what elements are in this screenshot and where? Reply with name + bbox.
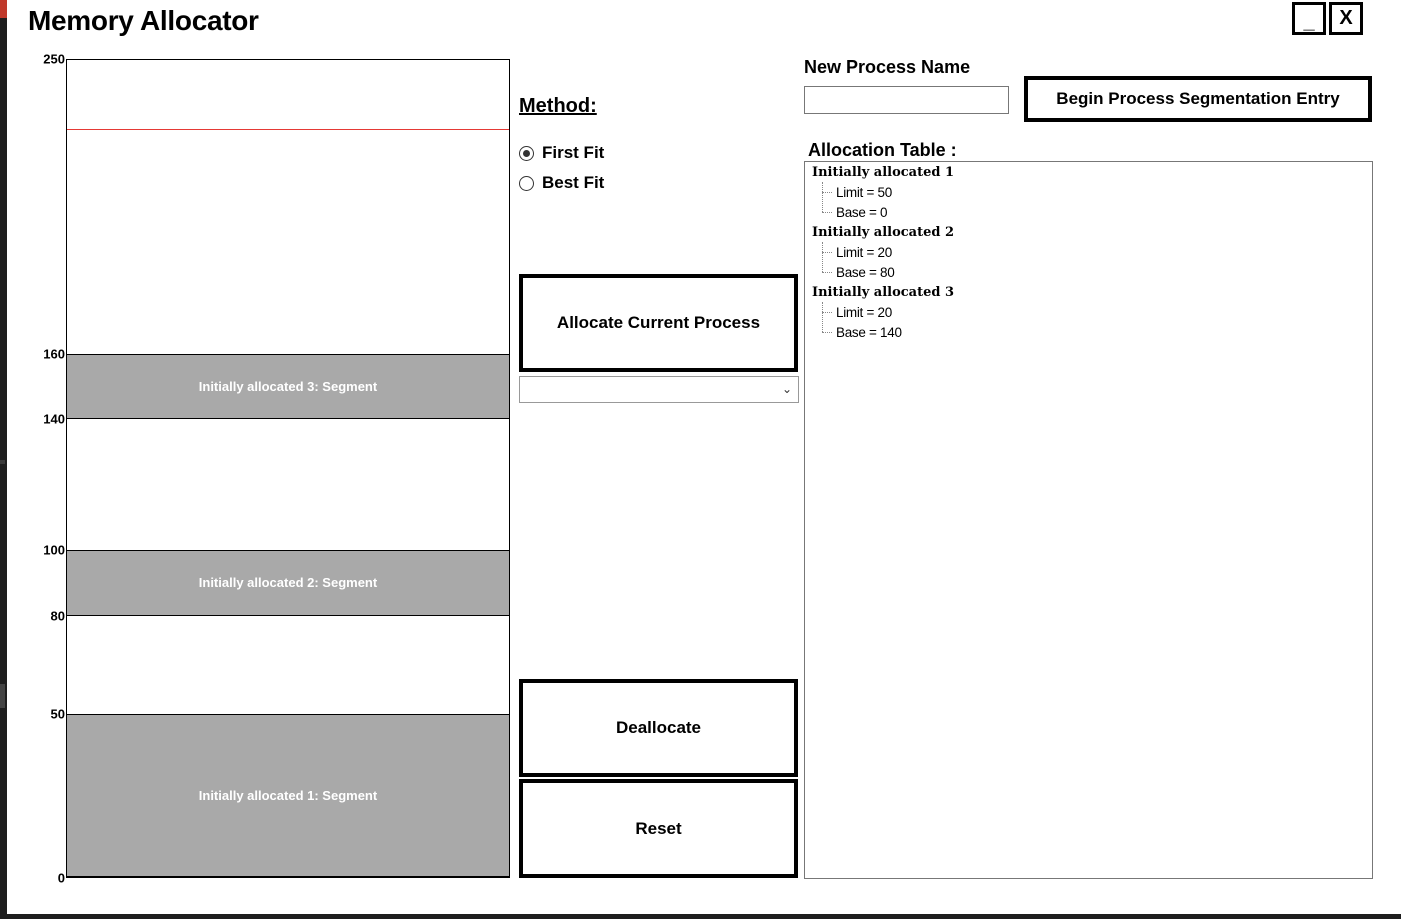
process-name-input[interactable] — [804, 86, 1009, 114]
memory-segment[interactable]: Initially allocated 2: Segment — [67, 550, 509, 615]
radio-label: Best Fit — [542, 173, 605, 192]
tree-node[interactable]: Initially allocated 2 — [812, 225, 955, 240]
tree-leaf[interactable]: Limit = 50 — [836, 185, 892, 200]
axis-tick-label: 250 — [43, 51, 65, 67]
tree-connector — [822, 252, 832, 253]
close-button[interactable] — [1329, 2, 1363, 35]
tree-connector — [822, 272, 832, 273]
background-edge — [0, 460, 5, 464]
tree-leaf[interactable]: Base = 80 — [836, 265, 895, 280]
tree-leaf[interactable]: Limit = 20 — [836, 305, 892, 320]
radio-label: First Fit — [542, 143, 605, 162]
tree-connector — [822, 302, 823, 332]
axis-tick-label: 0 — [57, 870, 65, 886]
background-edge — [0, 684, 5, 708]
chevron-down-icon: ⌄ — [781, 382, 792, 396]
radio-best-fit[interactable] — [519, 173, 604, 193]
radio-first-fit[interactable] — [519, 143, 604, 163]
method-label: Method: — [519, 95, 597, 117]
allocation-table-label: Allocation Table : — [808, 140, 957, 160]
memory-map — [66, 59, 510, 878]
tree-node[interactable]: Initially allocated 3 — [812, 285, 955, 300]
tree-node[interactable]: Initially allocated 1 — [812, 165, 955, 180]
window-edge-accent — [0, 0, 7, 18]
deallocate-button[interactable]: Deallocate — [519, 679, 798, 777]
tree-leaf[interactable]: Limit = 20 — [836, 245, 892, 260]
begin-segmentation-button[interactable]: Begin Process Segmentation Entry — [1024, 76, 1372, 122]
memory-limit-line — [67, 129, 509, 130]
tree-connector — [822, 312, 832, 313]
axis-tick-label: 50 — [50, 706, 65, 722]
axis-tick-label: 80 — [50, 608, 65, 624]
app-title: Memory Allocator — [28, 5, 259, 36]
tree-connector — [822, 212, 832, 213]
app-window — [7, 0, 1401, 914]
radio-button-icon[interactable] — [519, 176, 534, 191]
close-icon: X — [1339, 7, 1353, 29]
allocation-tree[interactable] — [804, 161, 1373, 879]
tree-connector — [822, 242, 823, 272]
minimize-button[interactable] — [1292, 2, 1326, 35]
tree-leaf[interactable]: Base = 0 — [836, 205, 888, 220]
process-name-label: New Process Name — [804, 57, 971, 77]
axis-tick-label: 100 — [43, 542, 65, 558]
reset-button[interactable]: Reset — [519, 779, 798, 878]
tree-connector — [822, 192, 832, 193]
tree-connector — [822, 332, 832, 333]
radio-selected-dot — [523, 150, 530, 157]
tree-connector — [822, 182, 823, 212]
process-select[interactable] — [519, 376, 799, 403]
axis-tick-label: 140 — [43, 411, 65, 427]
axis-tick-label: 160 — [43, 346, 65, 362]
memory-segment[interactable]: Initially allocated 3: Segment — [67, 354, 509, 419]
allocate-button[interactable]: Allocate Current Process — [519, 274, 798, 372]
memory-segment[interactable]: Initially allocated 1: Segment — [67, 714, 509, 877]
radio-button-icon[interactable] — [519, 146, 534, 161]
tree-leaf[interactable]: Base = 140 — [836, 325, 902, 340]
minimize-icon: _ — [1303, 11, 1315, 33]
